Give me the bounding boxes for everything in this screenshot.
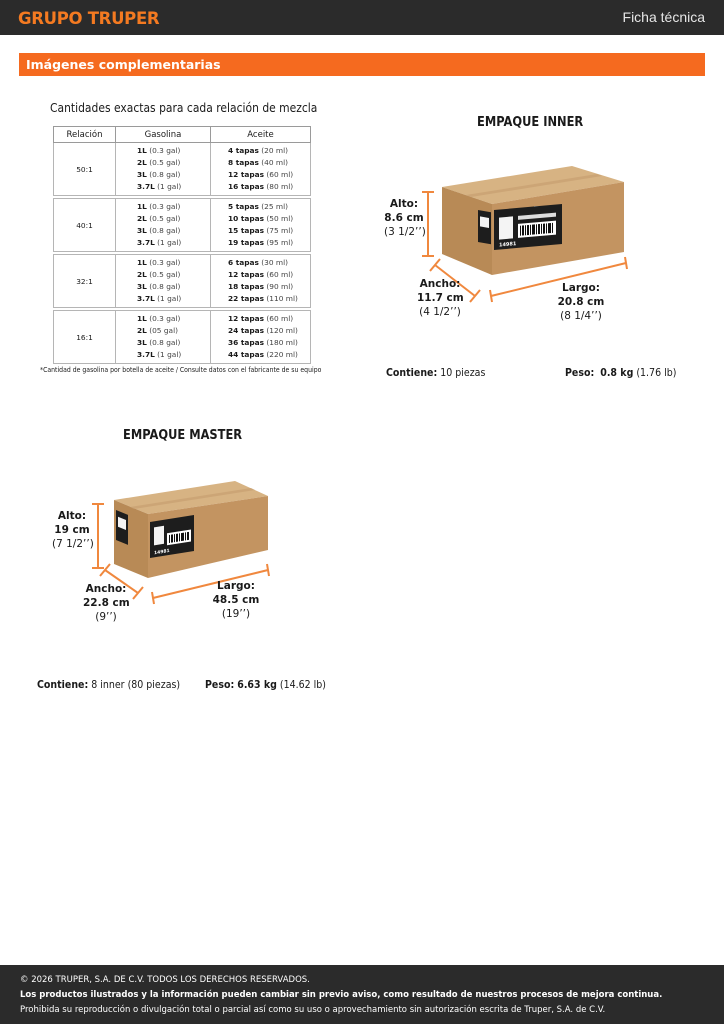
box-icon bbox=[114, 481, 268, 578]
mix-table-body bbox=[54, 143, 311, 364]
gasoline-cell bbox=[116, 311, 211, 364]
section-bar bbox=[19, 53, 705, 76]
gasoline-amount: 1L (0.3 gal) bbox=[137, 202, 181, 211]
top-bar bbox=[0, 0, 724, 35]
gasoline-cell bbox=[116, 199, 211, 252]
oil-amount: 5 tapas (25 ml) bbox=[228, 202, 289, 211]
oil-amount: 24 tapas (120 ml) bbox=[228, 326, 298, 335]
gasoline-cell bbox=[116, 143, 211, 196]
oil-amount: 8 tapas (40 ml) bbox=[228, 158, 289, 167]
oil-amount: 36 tapas (180 ml) bbox=[228, 338, 298, 347]
inner-package-title: EMPAQUE INNER bbox=[477, 115, 584, 130]
oil-amount: 10 tapas (50 ml) bbox=[228, 214, 294, 223]
oil-amount: 16 tapas (80 ml) bbox=[228, 182, 294, 191]
table-row bbox=[54, 143, 311, 196]
oil-amount: 12 tapas (60 ml) bbox=[228, 270, 294, 279]
master-length-dimension: Largo: 48.5 cm (19’’) bbox=[212, 580, 260, 620]
gasoline-amount: 3L (0.8 gal) bbox=[137, 226, 181, 235]
gasoline-amount: 3.7L (1 gal) bbox=[137, 182, 182, 191]
footer-notice: Los productos ilustrados y la información pueden cambiar sin previo aviso, como resultado de nuestros procesos de mejora continua. bbox=[20, 990, 663, 1000]
inner-height-dimension: Alto: 8.6 cm (3 1/2’’) bbox=[384, 198, 426, 238]
inner-weight: Peso: 0.8 kg (1.76 lb) bbox=[565, 367, 677, 379]
gasoline-amount: 1L (0.3 gal) bbox=[137, 146, 181, 155]
column-header-oil: Aceite bbox=[211, 127, 311, 143]
master-width-dimension: Ancho: 22.8 cm (9’’) bbox=[83, 583, 130, 623]
oil-cell bbox=[211, 143, 311, 196]
oil-amount: 6 tapas (30 ml) bbox=[228, 258, 289, 267]
gasoline-amount: 1L (0.3 gal) bbox=[137, 314, 181, 323]
gasoline-amount: 3L (0.8 gal) bbox=[137, 170, 181, 179]
ratio-cell: 32:1 bbox=[54, 255, 116, 308]
gasoline-amount: 3L (0.8 gal) bbox=[137, 338, 181, 347]
master-height-dimension: Alto: 19 cm (7 1/2’’) bbox=[52, 510, 94, 550]
column-header-gasoline: Gasolina bbox=[116, 127, 211, 143]
master-package-title: EMPAQUE MASTER bbox=[123, 428, 243, 443]
mix-table-footnote: *Cantidad de gasolina por botella de aceite / Consulte datos con el fabricante de su equipo bbox=[40, 366, 322, 374]
table-row bbox=[54, 255, 311, 308]
column-header-ratio: Relación bbox=[54, 127, 116, 143]
oil-amount: 19 tapas (95 ml) bbox=[228, 238, 294, 247]
oil-amount: 15 tapas (75 ml) bbox=[228, 226, 294, 235]
gasoline-amount: 1L (0.3 gal) bbox=[137, 258, 181, 267]
ratio-cell: 16:1 bbox=[54, 311, 116, 364]
oil-cell bbox=[211, 255, 311, 308]
brand-logo: GRUPO TRUPER bbox=[18, 9, 160, 28]
master-box-code: 14981 bbox=[154, 548, 170, 557]
gasoline-amount: 2L (0.5 gal) bbox=[137, 158, 181, 167]
master-contents: Contiene: 8 inner (80 piezas) bbox=[37, 679, 181, 691]
inner-width-dimension: Ancho: 11.7 cm (4 1/2’’) bbox=[417, 278, 464, 318]
oil-amount: 12 tapas (60 ml) bbox=[228, 170, 294, 179]
inner-contents: Contiene: 10 piezas bbox=[386, 367, 486, 379]
gasoline-amount: 2L (0.5 gal) bbox=[137, 270, 181, 279]
footer bbox=[0, 965, 724, 1024]
inner-box-code: 14981 bbox=[499, 241, 517, 249]
gasoline-amount: 2L (05 gal) bbox=[137, 326, 179, 335]
master-weight: Peso: 6.63 kg (14.62 lb) bbox=[205, 679, 326, 691]
oil-amount: 4 tapas (20 ml) bbox=[228, 146, 289, 155]
mix-table-title: Cantidades exactas para cada relación de mezcla bbox=[50, 100, 318, 115]
table-row bbox=[54, 199, 311, 252]
table-row bbox=[54, 311, 311, 364]
gasoline-amount: 3.7L (1 gal) bbox=[137, 350, 182, 359]
oil-cell bbox=[211, 311, 311, 364]
document-type: Ficha técnica bbox=[622, 9, 705, 25]
oil-amount: 44 tapas (220 ml) bbox=[228, 350, 298, 359]
oil-cell bbox=[211, 199, 311, 252]
ratio-cell: 50:1 bbox=[54, 143, 116, 196]
mix-table bbox=[53, 126, 311, 364]
gasoline-amount: 2L (0.5 gal) bbox=[137, 214, 181, 223]
gasoline-amount: 3L (0.8 gal) bbox=[137, 282, 181, 291]
oil-amount: 18 tapas (90 ml) bbox=[228, 282, 294, 291]
gasoline-amount: 3.7L (1 gal) bbox=[137, 238, 182, 247]
ratio-cell: 40:1 bbox=[54, 199, 116, 252]
section-title: Imágenes complementarias bbox=[26, 57, 221, 72]
gasoline-amount: 3.7L (1 gal) bbox=[137, 294, 182, 303]
inner-length-dimension: Largo: 20.8 cm (8 1/4’’) bbox=[557, 282, 605, 322]
footer-legal: Prohibida su reproducción o divulgación total o parcial así como su uso o aprovechamiento sin autorización escrita de Truper, S.A. de C.V. bbox=[20, 1005, 606, 1015]
oil-amount: 12 tapas (60 ml) bbox=[228, 314, 294, 323]
box-icon bbox=[442, 166, 624, 275]
gasoline-cell bbox=[116, 255, 211, 308]
footer-copyright: © 2026 TRUPER, S.A. DE C.V. TODOS LOS DERECHOS RESERVADOS. bbox=[20, 975, 310, 985]
oil-amount: 22 tapas (110 ml) bbox=[228, 294, 298, 303]
